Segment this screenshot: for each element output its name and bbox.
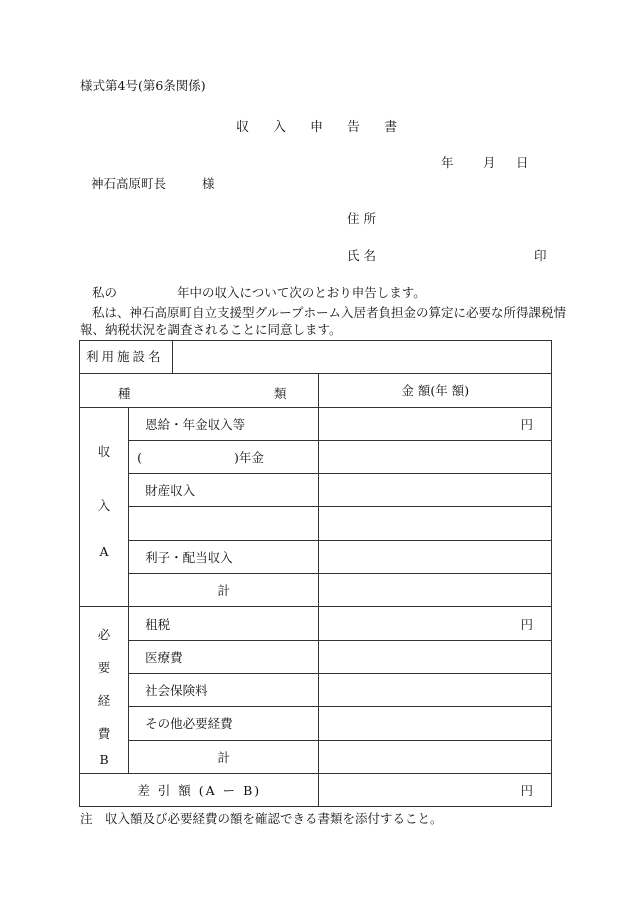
income-row bbox=[80, 440, 552, 473]
seal-mark: 印 bbox=[534, 248, 547, 263]
income-amount-interest[interactable] bbox=[319, 540, 552, 573]
type-header-char-2: 類 bbox=[273, 386, 287, 402]
addressee-honorific: 様 bbox=[202, 176, 215, 191]
yen-unit: 円 bbox=[520, 616, 533, 632]
income-row bbox=[80, 407, 552, 440]
consent-line-1: 私は、神石高原町自立支援型グループホーム入居者負担金の算定に必要な所得課税情 bbox=[92, 305, 567, 320]
income-subtotal-amount[interactable] bbox=[319, 574, 552, 607]
expense-subtotal-amount[interactable] bbox=[319, 740, 552, 773]
amount-header: 金 額(年 額) bbox=[319, 374, 552, 407]
expense-item-social-insurance: 社会保険料 bbox=[129, 673, 319, 706]
expense-subtotal-row bbox=[80, 740, 552, 773]
expense-char: B bbox=[99, 752, 109, 768]
declaration-line-1 bbox=[92, 287, 426, 300]
facility-row bbox=[80, 341, 552, 374]
type-header bbox=[80, 374, 319, 407]
income-form-table bbox=[79, 340, 552, 807]
document-title bbox=[236, 121, 397, 134]
income-row bbox=[80, 507, 552, 540]
expense-item-other: その他必要経費 bbox=[129, 707, 319, 740]
expense-char: 必 bbox=[97, 627, 111, 643]
expense-amount-other[interactable] bbox=[319, 707, 552, 740]
yen-unit: 円 bbox=[520, 416, 533, 432]
income-item-interest: 利子・配当収入 bbox=[129, 540, 319, 573]
footer-note: 注 収入額及び必要経費の額を確認できる書類を添付すること。 bbox=[80, 811, 443, 826]
income-amount-other-pension[interactable] bbox=[319, 440, 552, 473]
income-amount-pension[interactable] bbox=[319, 407, 552, 440]
income-row bbox=[80, 474, 552, 507]
expense-amount-social-insurance[interactable] bbox=[319, 673, 552, 706]
difference-row bbox=[80, 773, 552, 806]
income-item-pension: 恩給・年金収入等 bbox=[129, 407, 319, 440]
income-char: 入 bbox=[97, 497, 111, 513]
paren-open: ( bbox=[137, 450, 142, 466]
expense-row bbox=[80, 640, 552, 673]
expense-section-label bbox=[80, 607, 129, 773]
name-label: 氏 名 bbox=[347, 248, 376, 263]
date-month-label: 月 bbox=[483, 155, 496, 170]
addressee bbox=[91, 178, 215, 191]
income-item-other-pension bbox=[129, 440, 319, 473]
income-section-label bbox=[80, 407, 129, 607]
difference-amount[interactable] bbox=[319, 773, 552, 806]
income-char: A bbox=[99, 543, 109, 559]
addressee-name: 神石高原町長 bbox=[91, 176, 167, 191]
expense-row bbox=[80, 707, 552, 740]
expense-amount-medical[interactable] bbox=[319, 640, 552, 673]
expense-char: 費 bbox=[97, 726, 111, 742]
facility-label-cell bbox=[80, 341, 319, 374]
expense-char: 要 bbox=[97, 660, 111, 676]
facility-label: 利用施設名 bbox=[86, 341, 173, 373]
pension-label: 年金 bbox=[238, 450, 264, 466]
form-number: 様式第4号(第6条関係) bbox=[80, 78, 206, 93]
header-row bbox=[80, 374, 552, 407]
income-subtotal-row bbox=[80, 574, 552, 607]
date-year-label: 年 bbox=[441, 155, 454, 170]
expense-char: 経 bbox=[97, 693, 111, 709]
expense-row bbox=[80, 673, 552, 706]
paren-close: ) bbox=[233, 450, 239, 466]
date-field bbox=[441, 157, 529, 170]
title-char: 収 bbox=[236, 120, 250, 135]
title-char: 告 bbox=[347, 120, 361, 135]
facility-input[interactable] bbox=[319, 341, 552, 374]
consent-line-2: 報、納税状況を調査されることに同意します。 bbox=[80, 322, 342, 337]
title-char: 書 bbox=[384, 120, 398, 135]
title-char: 申 bbox=[310, 120, 324, 135]
date-day-label: 日 bbox=[516, 155, 529, 170]
expense-row bbox=[80, 607, 552, 640]
income-row bbox=[80, 540, 552, 573]
declaration-prefix: 私の bbox=[92, 285, 118, 300]
expense-subtotal-label: 計 bbox=[129, 740, 319, 773]
title-char: 入 bbox=[273, 120, 287, 135]
difference-label: 差 引 額 (A ー B) bbox=[80, 773, 319, 806]
income-amount-property[interactable] bbox=[319, 474, 552, 507]
income-char: 収 bbox=[97, 443, 111, 459]
expense-item-medical: 医療費 bbox=[129, 640, 319, 673]
income-amount-blank[interactable] bbox=[319, 507, 552, 540]
declaration-suffix: 年中の収入について次のとおり申告します。 bbox=[177, 285, 426, 300]
address-label: 住 所 bbox=[347, 211, 376, 226]
type-header-char-1: 種 bbox=[118, 386, 131, 402]
expense-item-tax: 租税 bbox=[129, 607, 319, 640]
income-item-blank[interactable] bbox=[129, 507, 319, 540]
income-subtotal-label: 計 bbox=[129, 574, 319, 607]
income-item-property: 財産収入 bbox=[129, 474, 319, 507]
expense-amount-tax[interactable] bbox=[319, 607, 552, 640]
yen-unit: 円 bbox=[520, 783, 533, 798]
